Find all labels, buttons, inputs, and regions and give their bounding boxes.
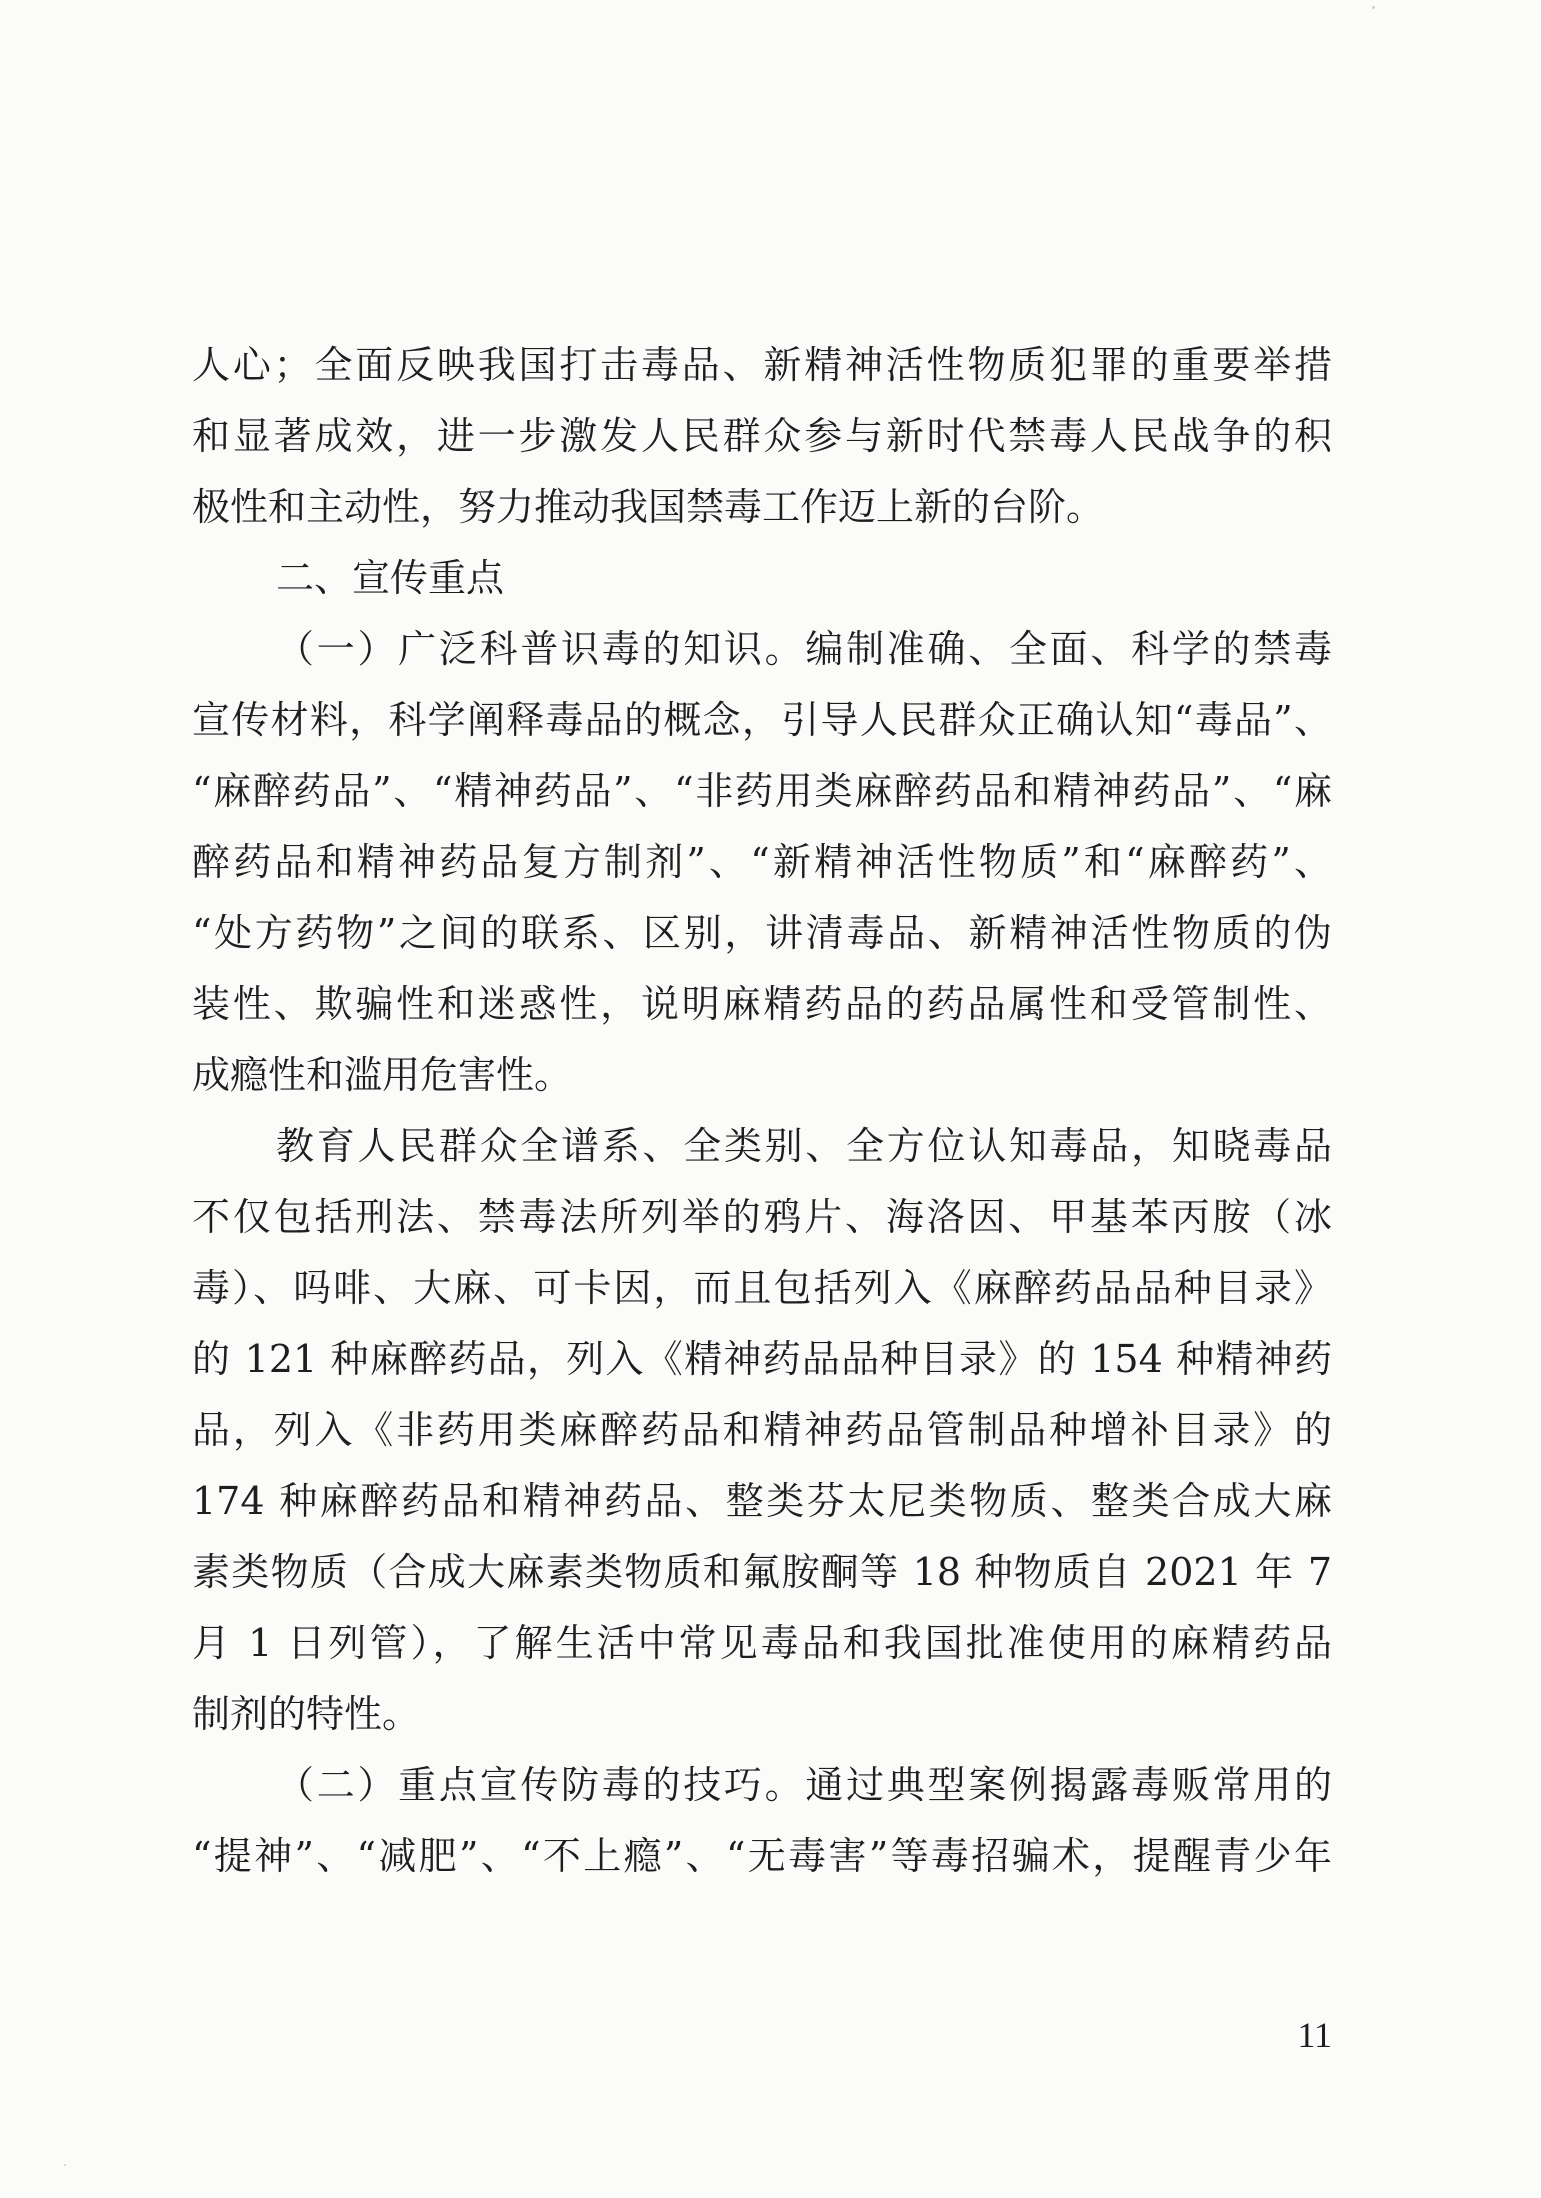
text-line: 极性和主动性，努力推动我国禁毒工作迈上新的台阶。 (192, 485, 1105, 529)
text-line: 和显著成效，进一步激发人民群众参与新时代禁毒人民战争的积 (192, 414, 1332, 458)
text-line: 制剂的特性。 (192, 1692, 421, 1736)
paragraph (192, 1111, 1332, 1750)
text-line: 毒）、吗啡、大麻、可卡因，而且包括列入《麻醉药品品种目录》 (192, 1266, 1332, 1310)
scan-speck (64, 2164, 66, 2166)
text-line: 品，列入《非药用类麻醉药品和精神药品管制品种增补目录》的 (192, 1408, 1332, 1452)
scan-speck (1372, 6, 1375, 9)
text-line: 不仅包括刑法、禁毒法所列举的鸦片、海洛因、甲基苯丙胺（冰 (192, 1195, 1332, 1239)
paragraph (192, 330, 1332, 543)
text-line: 174 种麻醉药品和精神药品、整类芬太尼类物质、整类合成大麻 (192, 1479, 1332, 1523)
text-line: 的 121 种麻醉药品，列入《精神药品品种目录》的 154 种精神药 (192, 1337, 1332, 1381)
text-line: （二）重点宣传防毒的技巧。通过典型案例揭露毒贩常用的 (276, 1763, 1332, 1807)
text-line: 装性、欺骗性和迷惑性，说明麻精药品的药品属性和受管制性、 (192, 982, 1332, 1026)
text-line: 二、宣传重点 (276, 556, 505, 600)
page-number: 11 (1297, 2015, 1332, 2055)
paragraph (192, 614, 1332, 1111)
text-line: 教育人民群众全谱系、全类别、全方位认知毒品，知晓毒品 (276, 1124, 1332, 1168)
text-line: “处方药物”之间的联系、区别，讲清毒品、新精神活性物质的伪 (192, 911, 1332, 955)
text-line: 素类物质（合成大麻素类物质和氟胺酮等 18 种物质自 2021 年 7 (192, 1550, 1332, 1594)
text-line: 成瘾性和滥用危害性。 (192, 1053, 573, 1097)
text-line: “提神”、“减肥”、“不上瘾”、“无毒害”等毒招骗术，提醒青少年 (192, 1834, 1332, 1878)
text-line: （一）广泛科普识毒的知识。编制准确、全面、科学的禁毒 (276, 627, 1332, 671)
body-text (192, 330, 1332, 1892)
text-line: 人心；全面反映我国打击毒品、新精神活性物质犯罪的重要举措 (192, 343, 1332, 387)
text-line: “麻醉药品”、“精神药品”、“非药用类麻醉药品和精神药品”、“麻 (192, 769, 1332, 813)
section-heading (192, 543, 1332, 614)
paragraph (192, 1750, 1332, 1892)
text-line: 醉药品和精神药品复方制剂”、“新精神活性物质”和“麻醉药”、 (192, 840, 1332, 884)
text-line: 月 1 日列管），了解生活中常见毒品和我国批准使用的麻精药品 (192, 1621, 1332, 1665)
text-line: 宣传材料，科学阐释毒品的概念，引导人民群众正确认知“毒品”、 (192, 698, 1332, 742)
